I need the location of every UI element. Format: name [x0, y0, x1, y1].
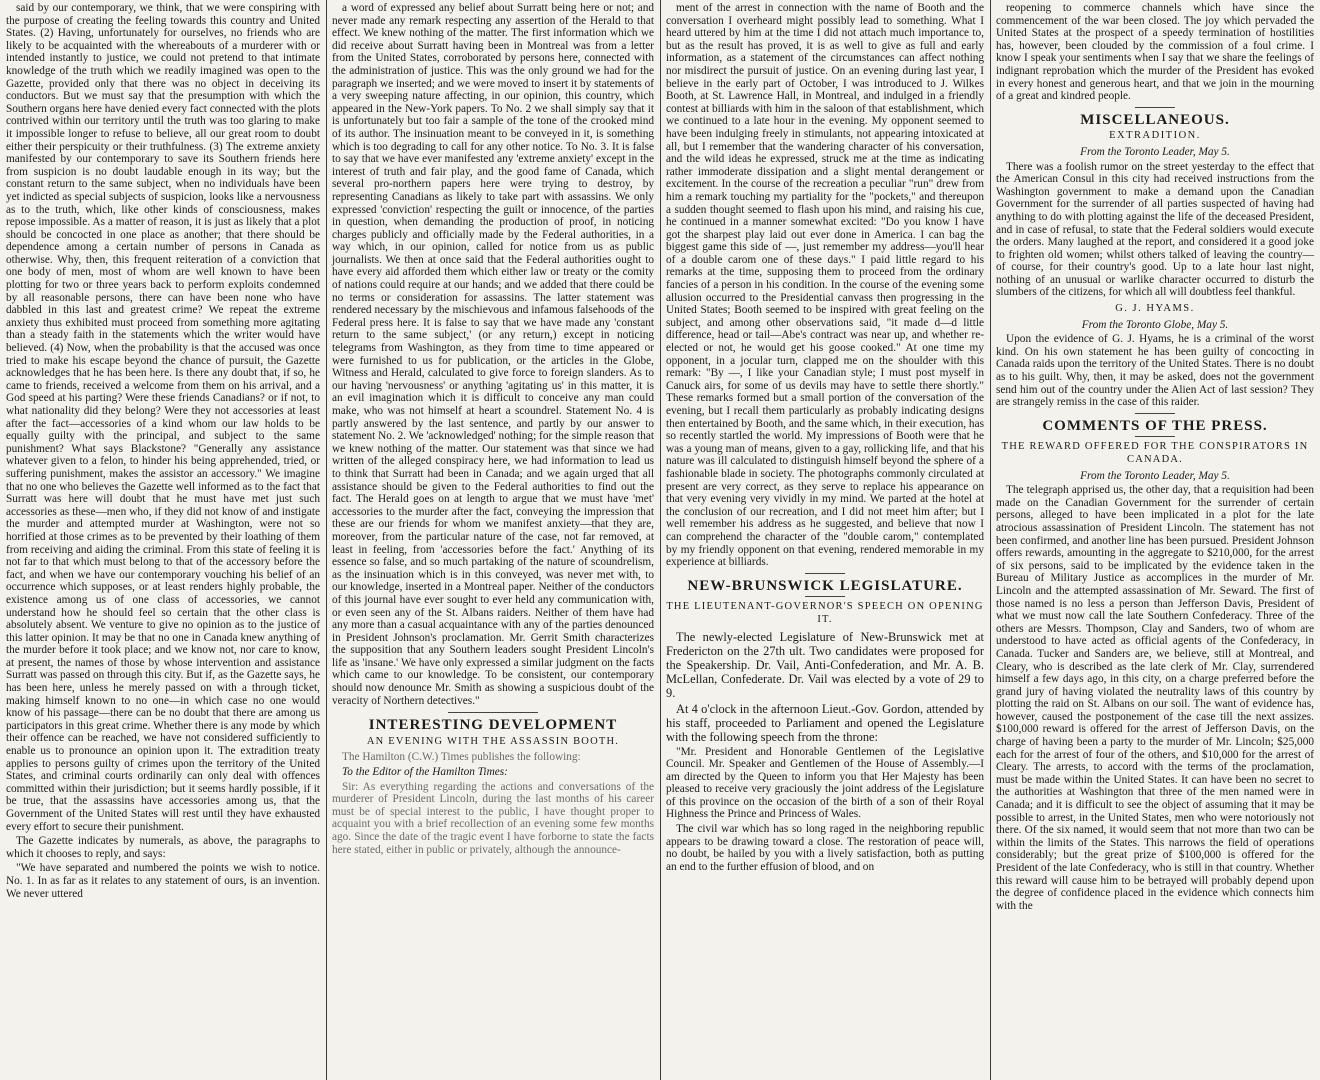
col3-legislature-text	[666, 630, 984, 744]
col1-paragraph-2: The Gazette indicates by numerals, as above, the paragraphs to which it chooses to reply, and says:	[6, 835, 320, 860]
column-1	[0, 0, 326, 1080]
col3-legislature-paragraph-1: The newly-elected Legislature of New-Brunswick met at Fredericton on the 27th ult. Two candidates were proposed for the Speakership. Dr. Vail, Anti-Confederation, and Mr. A. B. McLellan, Confederate. Dr. Vail was elected by a vote of 29 to 9.	[666, 629, 984, 700]
col2-intro: The Hamilton (C.W.) Times publishes the following:	[342, 751, 581, 764]
column-3	[660, 0, 990, 1080]
column-4	[990, 0, 1320, 1080]
col4-hyams-text: Upon the evidence of G. J. Hyams, he is a criminal of the worst kind. On his own statement he has been guilty of concocting in Canada raids upon the territory of the United States. There is no doubt as to his guilt. Why, then, it may be asked, does not the government send him out of the country under the Alien Act of last session? They are strangely remiss in the case of this raider.	[996, 333, 1314, 409]
heading-new-brunswick-legislature: NEW-BRUNSWICK LEGISLATURE.	[687, 577, 963, 594]
col2-letter-salutation: To the Editor of the Hamilton Times:	[342, 766, 508, 779]
column-rule	[326, 0, 327, 1080]
subheading-hyams: G. J. HYAMS.	[1115, 303, 1195, 315]
section-divider	[1135, 107, 1175, 108]
col1-paragraph-3: "We have separated and numbered the points we wish to notice. No. 1. In as far as it relates to any statement of ours, is an invention. We never uttered	[6, 862, 320, 900]
section-divider	[1135, 413, 1175, 414]
col3-speech-paragraph-1: "Mr. President and Honorable Gentlemen of the Legislative Council. Mr. Speaker and Gentlemen of the House of Assembly.—I am directed by the Queen to inform you that Her Majesty has been pleased to receive very graciously the joint address of the Legislature of this province on the occasion of the birth of a son of their Royal Highness the Prince and Princess of Wales.	[666, 745, 984, 821]
column-rule	[660, 0, 661, 1080]
col4-reward-text: The telegraph apprised us, the other day, that a requisition had been made on the Canadian Government for the surrender of certain persons, alleged to have been implicated in a plot for the late atrocious assassination of President Lincoln. The statement has not been confirmed, and another line has been pursued. President Johnson offers rewards, amounting in the aggregate to $210,000, for the arrest of six persons, said to be implicated by the evidence taken in the Bureau of Military Justice as accomplices in the murder of Mr. Lincoln and the attempted assassination of Mr. Seward. The first of those named is no less a person than Jefferson Davis, President of what we must now call the late Southern Confederacy. Three of the others are Messrs. Thompson, Clay and Sanders, two of whom are understood to have acted as official agents of the Confederacy, in Canada. Tucker and Sanders are, we believe, still at Montreal, and Cleary, who is described as the late clerk of Mr. Clay, surrendered himself a few days ago, in this city, on a charge preferred before the grand jury of having violated the neutrality laws of this country by plotting the raid on St. Albans on our soil. The want of evidence has, however, caused the postponement of the case till the next assizes. $100,000 reward is offered for the arrest of Jefferson Davis, on the charge of having been a party to the murder of Mr. Lincoln; $25,000 each for the arrest of four of the others, and $10,000 for the arrest of Cleary. The arrests, to accord with the terms of the proclamation, must be made within the United States. It can have been no secret to the authorities at Washington that three of the men named were in Canada; and it is difficult to see the object of assuming that it may be possible to arrest, in the United States, men who were notoriously not there. Of the six named, it would seem that not more than two can be within the limits of the States. This narrows the field of operations considerably; but the great prize of $100,000 is offered for the President of the late Confederacy, who is still in that country. Whether this reward will cause him to be betrayed will probably depend upon the degree of confidence placed in the evidence which connects him with the	[996, 484, 1314, 912]
source-extradition: From the Toronto Leader, May 5.	[1080, 145, 1230, 158]
section-divider	[805, 573, 845, 574]
col3-speech-paragraph-2: The civil war which has so long raged in the neighboring republic appears to be drawing toward a close. The restoration of peace will, no doubt, be hailed by you with a lively satisfaction, both as putting an end to the further effusion of blood, and on	[666, 823, 984, 873]
subheading-reward-offered: THE REWARD OFFERED FOR THE CONSPIRATORS IN CANADA.	[1001, 441, 1309, 465]
source-hyams: From the Toronto Globe, May 5.	[1081, 318, 1229, 331]
col2-paragraph-1: a word of expressed any belief about Surratt being here or not; and never made any remark respecting any assertion of the Herald to that effect. We knew nothing of the matter. The first information which we did receive about Surratt having been in Montreal was from a letter from the United States, corroborated by persons here, connected with the administration of justice. This was the only ground we had for the paragraph we inserted; and we were moved to insert it by statements of a very sweeping nature affecting, in our opinion, this country, which appeared in the New-York papers. To No. 2 we shall simply say that it is unfortunately but too fair a sample of the tone of the crooked mind of its author. The insinuation meant to be conveyed in it, is something which is too degrading to call for any other notice. To No. 3. It is false to say that we have ever manifested any 'extreme anxiety' except in the interest of truth and fair play, and the good fame of Canada, which several pro-northern papers here were trying to destroy, by representing Canadians as likely to take part with assassins. We only expressed 'conviction' respecting the guilt or innocence, of the parties in question, when demanding the production of proof, in noticing charges publicly and officially made by the Federal authorities, in a way which, in our opinion, called for notice from us as public journalists. We then at once said that the Federal authorities ought to have every aid afforded them which either law or treaty or the comity of nations could require at our hands; and we added that there could be no terms or consideration for assassins. The latter statement was rendered necessary by the mischievous and infamous falsehoods of the Federal press here. It is false to say that we have made any 'constant return to the same subject,' (or any return,) except in noticing telegrams from Washington, as they from time to time appeared or were furnished to us for publication, or the articles in the Globe, Witness and Herald, calculated to give force to foreign slanders. As to our having 'nervousness' or anything 'agitating us' in this matter, it is an evil imagination which it is difficult to conceive any man could make, who was not himself at heart a scoundrel. Statement No. 4 is partly answered by the last sentence, and partly by our answer to statement No. 2. We 'acknowledged' nothing; for the simple reason that we knew nothing of the matter. Our statement was that since we had written of the alleged conspiracy here, we had information to lead us to think that Surratt had been in Canada; and we again urged that all assistance should be given to the Federal authorities to find out the fact. The Herald goes on at length to argue that we must have 'met' accessories to the murder after the fact, conveying the impression that these are our friends for whom we manifest anxiety—that they are, moreover, from the particular nature of the case, not far removed, at least in feeling, from 'accessories before the fact.' Anything of its essence so false, and so much partaking of the nature of scoundrelism, as the insinuation which is in this conveyed, was never met with, to our knowledge, inserted in a Montreal paper. Neither of the conductors of this journal have ever sought to ever held any communication with, or even seen any of the St. Albans raiders. Neither of them have had any more than a casual acquaintance with any of the parties denounced in President Johnson's proclamation. Mr. Gerrit Smith characterizes the supposition that any Southern leaders sought President Lincoln's life as 'insane.' We have only expressed a similar judgment on the facts which came to our knowledge. To be consistent, our contemporary should now denounce Mr. Smith as showing a suspicious doubt of the veracity of Northern detectives."	[332, 2, 654, 707]
column-2	[326, 0, 660, 1080]
section-divider	[805, 596, 845, 597]
heading-miscellaneous: MISCELLANEOUS.	[1080, 111, 1230, 128]
subheading-extradition: EXTRADITION.	[1109, 130, 1201, 142]
col2-letter-text: Sir: As everything regarding the actions and conversations of the murderer of President Lincoln, during the last months of his career must be of special interest to the public, I have thought proper to acquaint you with a brief recollection of an evening some few months ago. Since the date of the tragic event I have forborne to state the facts here stated, either in public or privately, although the announce-	[332, 780, 654, 856]
heading-interesting-development: INTERESTING DEVELOPMENT	[368, 717, 618, 734]
column-rule	[990, 0, 991, 1080]
section-divider	[448, 712, 538, 713]
col4-paragraph-1: reopening to commerce channels which have since the commencement of the war been closed. The joy which pervaded the United States at the prospect of a speedy termination of hostilities has, however, been clouded by the commission of a foul crime. I know I speak your sentiments when I say that we share the feelings of indignant reprobation which the murder of the President has evoked in every honest and generous heart, and that we join in the mourning of a great and kindred people.	[996, 2, 1314, 103]
source-reward: From the Toronto Leader, May 5.	[1080, 469, 1230, 482]
subheading-governor-speech: THE LIEUTENANT-GOVERNOR'S SPEECH ON OPENING IT.	[666, 601, 984, 625]
col3-legislature-paragraph-2: At 4 o'clock in the afternoon Lieut.-Gov. Gordon, attended by his staff, proceeded to Parliament and opened the Legislature with the following speech from the throne:	[666, 701, 984, 744]
heading-comments-of-press: COMMENTS OF THE PRESS.	[1042, 417, 1268, 434]
col4-extradition-text: There was a foolish rumor on the street yesterday to the effect that the American Consul in this city had received instructions from the Washington government to make a demand upon the Canadian Government for the surrender of all parties suspected of having had anything to do with plotting against the life of the deceased President, and in case of refusal, to state that the Federal soldiers would execute the orders. Many laughed at the report, and considered it a good joke to frighten old women; whilst others talked of leaving the country—of course, for their country's good. Up to a late hour last night, nothing of an unusual or warlike character occurred to disturb the slumbers of the citizens, for which all will doubtless feel thankful.	[996, 160, 1314, 299]
subheading-evening-with-booth: AN EVENING WITH THE ASSASSIN BOOTH.	[366, 735, 620, 747]
col3-paragraph-1: ment of the arrest in connection with the name of Booth and the conversation I overheard might possibly lead to something. What I heard uttered by him at the time I did not attach much importance to, but as the result has proved, it is as well to give as full and early information, as a statement of the circumstances can affect nothing nor misdirect the pursuit of justice. On an evening during last year, I believe in the early part of October, I was introduced to J. Wilkes Booth, at St. Lawrence Hall, in Montreal, and indulged in a friendly contest at billiards with him in the saloon of that establishment, which we continued to a late hour in the evening. My opponent seemed to have been indulging freely in stimulants, not appearing intoxicated at all, but I remember that the wandering character of his conversation, and the wild ideas he expressed, struck me at the time as indicating rather immoderate dissipation and a slight mental derangement or excitement. In the course of the recreation a peculiar "run" drew from him a remark touching my partiality for the "pockets," and thereupon a sudden thought seemed to flash upon his mind, and raising his cue, he continued in a manner somewhat excited: "Do you know I have got the sharpest play laid out ever done in America. I can bag the biggest game this side of —, just remember my address—you'll hear of a double carom one of these days." I paid little regard to his remarks at the time, supposing them to proceed from the ordinary fancies of a person in his condition. In the course of the evening some allusion occurred to the Presidential canvass then progressing in the United States; Booth seemed to be inspired with great feeling on the subject, and among other observations said, "it made d—d little difference, head or tail—Abe's contract was near up, and whether re-elected or not, he would get his goose cooked." At one time my opponent, in a jocular turn, clapped me on the shoulder with this remark: "By —, I like your Canadian style; I must post myself in Canuck airs, for some of us devils may have to settle there shortly." These remarks formed but a small portion of the conversation of the evening, but I recall them particularly as probably indicating designs then entertained by Booth, and the same which, in their execution, has so recently startled the world. My impressions of Booth were that he was a young man of means, given to a gay, rollicking life, and that his nature was ill calculated to distinguish himself beyond the sphere of a fashionable blade in society. The photographs commonly circulated at present are very correct, as they serve to replace his appearance on that very evening very vividly in my mind. We parted at the hotel at the conclusion of our recreation, and I did not meet him after; but I well remember his address as he suggested, and believe that now I can comprehend the character of the "double carom," contemplated by my friendly opponent on that evening, rendered memorable in my experience at billiards.	[666, 2, 984, 569]
col1-paragraph-1: said by our contemporary, we think, that we were conspiring with the purpose of creating the feeling towards this country and United States. (2) Having, unfortunately for ourselves, no friends who are likely to be acquainted with the whereabouts of a murderer with or intended instantly to justice, we could not pretend to that intimate knowledge of the truth which we readily imagined was open to the Gazette, provided only that there was no object in deceiving its conductors. But we must say that the presumption with which the Southern organs here have denied every fact connected with the plots contrived within our territory until the truth was too glaring to make it impossible longer to refuse to believe, all our great room to doubt either their perspicuity or their truthfulness. (3) The extreme anxiety manifested by our contemporary to save its Southern friends here from suspicion is no doubt laudable enough in its way; but the constant return to the same subject, when no individuals have been yet indicted as special subjects of suspicion, looks like a nervousness as to the truth, which, like other kinds of consciousness, makes repose impossible. As a matter of reason, it is just as likely that a plot should be concocted in one place as another; that there should be dependence among a certain number of persons in Canada as otherwise. Why, then, this frequent reiteration of a conviction that one body of men, most of whom are well known to have been plotting for two or three years back to perform exploits condemned by all reasonable persons, there can have been none who have dabbled in this last and greatest crime? We repeat the extreme anxiety thus exhibited must proceed from something more agitating than a steady faith in the statements which the writer would have believed. (4) Now, when the probability is that the accused was once tried to make his escape beyond the chance of pursuit, the Gazette acknowledges that he has been here. Is there any doubt that, if so, he came to friends, received a welcome from them on his arrival, and a God speed at his parting? Were these friends Canadians? or if not, to what nationality did they belong? Were they not accessories at least after the fact—accessories of a kind whom our law holds to be equally guilty with the principal, and subject to the same punishment? What says Blackstone? "Generally any assistance whatever given to a felon, to hinder his being apprehended, tried, or suffering punishment, makes the assistor an accessory." We imagine that no one who believes the Gazette well informed as to the fact that Surratt was here will doubt that he must have met just such accessories as these—men who, if they did not know of and instigate the murder and attempted murder at Washington, were not so horrified at those crimes as to be prevented by their loathing of them from receiving and aiding the criminal. From this state of feeling it is not far to that which must belong to that of the accessory before the fact, and when we have our contemporary vouching his belief of an occurrence which supposes, or at least renders highly probable, the existence among us of one class of accessories, we cannot understand how he should feel so certain that the other class is absolutely absent. We venture to give no opinion as to the justice of this latter opinion. It may be that no one in Canada knew anything of the murder before it took place; and we know not, nor care to know, at present, the names of those by whose intervention and assistance Surratt was passed on through this city. But if, as the Gazette says, he has been here, unless he merely passed on with a through ticket, making himself known to no one—in which case no one would know of his passage—there can be no doubt that there are among us participators in this great crime. Whether there is any mode by which their offence can be reached, we have not considered sufficiently to enable us to pronounce an opinion upon it. The extradition treaty applies to persons guilty of crimes upon the territory of the United States, and criminal courts ordinarily can only deal with offences committed within their jurisdiction; but it seems hardly possible, if it be true, that the assassins have accessories among us, that the Government of the United States will rest until they have exhausted every effort to secure their punishment.	[6, 2, 320, 833]
section-divider	[1135, 436, 1175, 437]
